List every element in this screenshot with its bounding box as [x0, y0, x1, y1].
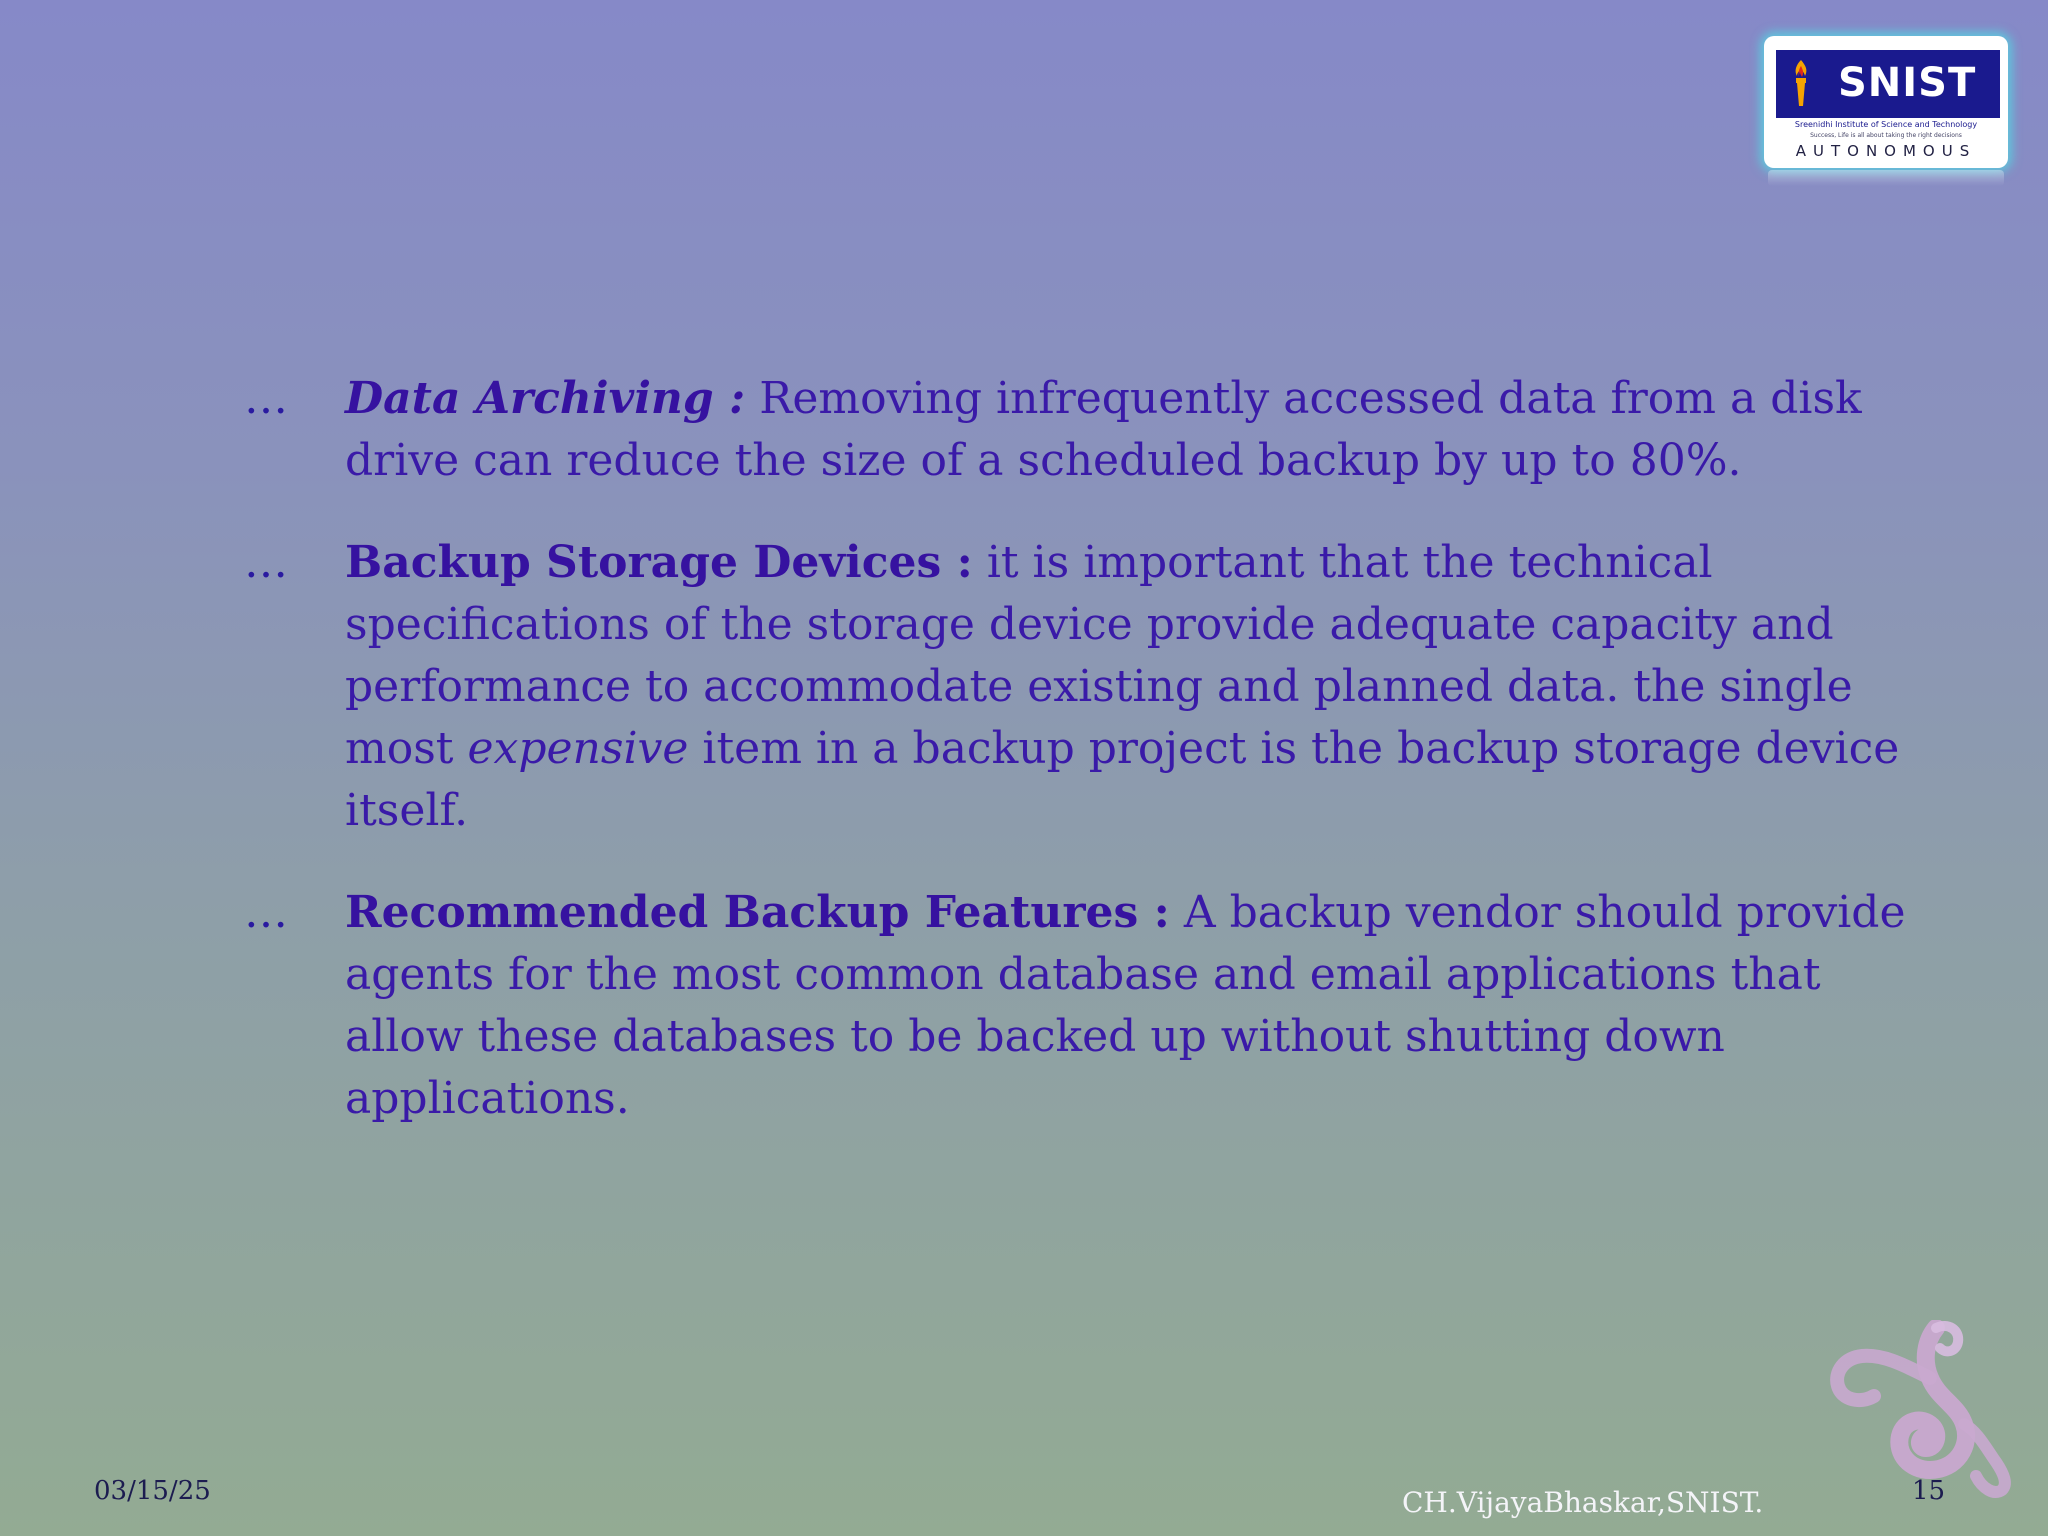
bullet-text: [345, 368, 1925, 492]
logo-reflection: [1768, 170, 2004, 186]
bullet-item: [0, 368, 2048, 492]
bullet-term: Data Archiving :: [345, 373, 746, 424]
logo-tagline: Success, Life is all about taking the right decisions: [1810, 132, 1962, 139]
logo-banner: [1774, 48, 2002, 120]
footer-author: CH.VijayaBhaskar,SNIST.: [1402, 1486, 1764, 1519]
logo-autonomous: AUTONOMOUS: [1795, 142, 1977, 160]
bullet-body: A backup vendor should provide agents for the most common database and email applications that allow these databases to be backed up without shutting down applications.: [345, 887, 1906, 1124]
bullet-marker: …: [244, 887, 288, 938]
bullet-body: Removing infrequently accessed data from a disk drive can reduce the size of a scheduled backup by up to 80%.: [345, 373, 1862, 486]
bullet-marker: …: [244, 373, 288, 424]
logo-name: SNIST: [1838, 60, 1977, 106]
bullet-emphasis: expensive: [467, 723, 689, 774]
bullet-item: [0, 882, 2048, 1130]
bullet-body-end: item in a backup project is the backup storage device itself.: [345, 723, 1900, 836]
bullet-text: [345, 532, 1925, 842]
bullet-text: [345, 882, 1925, 1130]
bullet-term: Backup Storage Devices :: [345, 537, 973, 588]
bullet-term: Recommended Backup Features :: [345, 887, 1170, 938]
page-number: 15: [1912, 1476, 1946, 1506]
decorative-swirl: [1826, 1320, 2016, 1500]
logo-fullname: Sreenidhi Institute of Science and Technology: [1794, 120, 1978, 129]
bullet-item: [0, 532, 2048, 842]
footer-date: 03/15/25: [94, 1476, 211, 1506]
bullet-list: [0, 368, 2048, 1170]
bullet-body: it is important that the technical specifications of the storage device provide adequate capacity and performance to accommodate existing and planned data. the single most: [345, 537, 1853, 774]
torch-icon: [1790, 58, 1812, 110]
bullet-marker: …: [244, 537, 288, 588]
snist-logo: [1764, 36, 2008, 168]
